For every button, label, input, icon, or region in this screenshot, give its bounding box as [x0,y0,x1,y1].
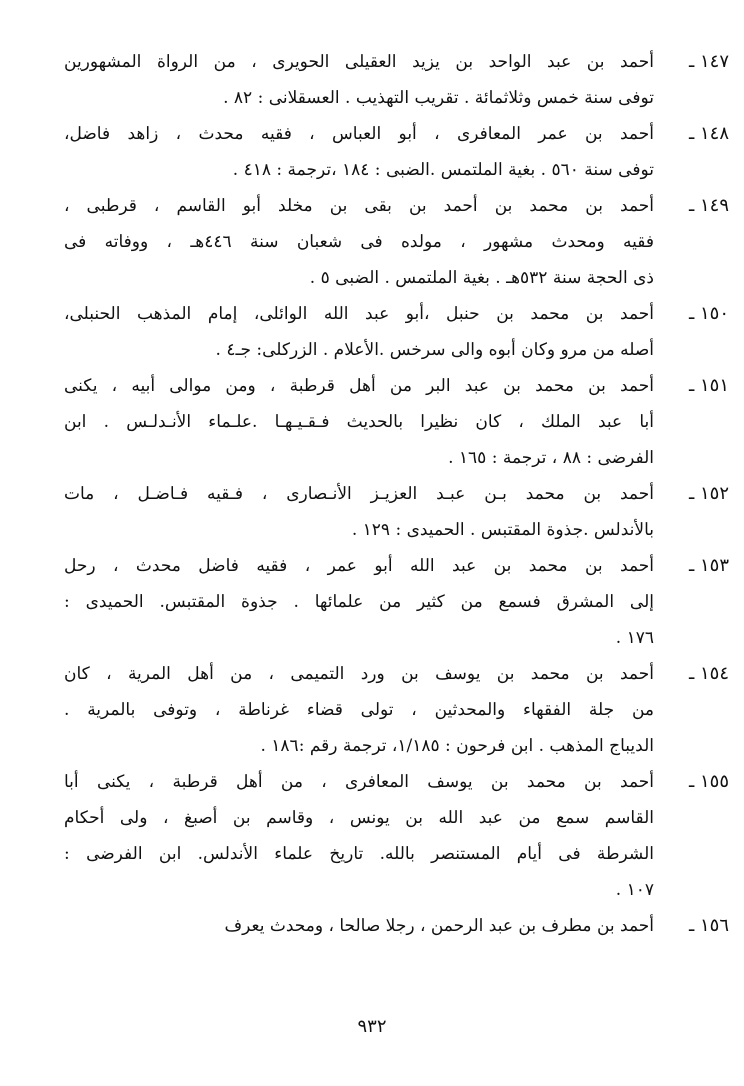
entry-line: أحمد بن محمد بـن عبـد العزيـز الأنـصارى ، فـقيه فـاضـل ، مات [64,484,654,504]
entry-number: ١٥٦ ـ [688,915,729,936]
entry-number: ١٥٠ ـ [688,303,729,324]
entry-line: ذى الحجة سنة ٥٣٢هـ . بغية الملتمس . الضبى ٥ . [309,268,654,288]
entry-line: ١٠٧ . [615,880,654,900]
entry-line: بالأندلس .جذوة المقتبس . الحميدى : ١٢٩ . [351,520,654,540]
entry-line: أحمد بن محمد بن يوسف المعافرى ، من أهل قرطبة ، يكنى أبا [64,772,654,792]
entry-line: الديباج المذهب . ابن فرحون : ١/١٨٥، ترجمة رقم :١٨٦ . [260,736,654,756]
entry-line: أحمد بن محمد بن عبد الله أبو عمر ، فقيه فاضل محدث ، رحل [64,556,654,576]
entry-line: توفى سنة ٥٦٠ . بغية الملتمس .الضبى : ١٨٤ ،ترجمة : ٤١٨ . [232,160,654,180]
entry-line: أحمد بن محمد بن يوسف بن ورد التميمى ، من أهل المرية ، كان [64,664,654,684]
entry-number: ١٥٣ ـ [688,555,729,576]
entry-line: توفى سنة خمس وثلاثمائة . تقريب التهذيب . العسقلانى : ٨٢ . [223,88,654,108]
entry-number: ١٥٥ ـ [688,771,729,792]
biography-entry [64,656,729,764]
biography-entry [64,296,729,368]
entry-line: أحمد بن محمد بن حنبل ،أبو عبد الله الوائلى، إمام المذهب الحنبلى، [64,304,654,324]
entry-number: ١٤٩ ـ [688,195,729,216]
biography-entry [64,764,729,908]
entry-line: الفرضى : ٨٨ ، ترجمة : ١٦٥ . [448,448,654,468]
biography-entry [64,188,729,296]
entry-line: الشرطة فى أيام المستنصر بالله. تاريخ علماء الأندلس. ابن الفرضى : [64,844,654,864]
entry-line: أبا عبد الملك ، كان نظيرا بالحديث فـقـيـهـا .علـماء الأنـدلـس . ابن [64,412,654,432]
entry-line: أحمد بن محمد بن عبد البر من أهل قرطبة ، ومن موالى أبيه ، يكنى [64,376,654,396]
entry-number: ١٤٨ ـ [688,123,729,144]
page-number: ٩٣٢ [357,1016,387,1037]
entry-line: أحمد بن محمد بن أحمد بن بقى بن مخلد أبو القاسم ، قرطبى ، [64,196,654,216]
entry-line: أحمد بن عبد الواحد بن يزيد العقيلى الحويرى ، من الرواة المشهورين [64,52,654,72]
biography-entry [64,548,729,656]
biography-entry [64,116,729,188]
entry-number: ١٥٤ ـ [688,663,729,684]
entry-line: ١٧٦ . [615,628,654,648]
entry-line: القاسم سمع من عبد الله بن يونس ، وقاسم بن أصبغ ، ولى أحكام [64,808,654,828]
entry-number: ١٤٧ ـ [688,51,729,72]
entry-line: أصله من مرو وكان أبوه والى سرخس .الأعلام . الزركلى: جـ٤ . [215,340,654,360]
entry-line: أحمد بن عمر المعافرى ، أبو العباس ، فقيه محدث ، زاهد فاضل، [64,124,654,144]
entry-number: ١٥١ ـ [688,375,729,396]
biography-entry [64,44,729,116]
entry-line: إلى المشرق فسمع من كثير من علمائها . جذوة المقتبس. الحميدى : [64,592,654,612]
biography-entry [64,368,729,476]
entry-line: من جلة الفقهاء والمحدثين ، تولى قضاء غرناطة ، وتوفى بالمرية . [64,700,654,720]
biography-entry [64,908,729,944]
biography-entry [64,476,729,548]
entry-number: ١٥٢ ـ [688,483,729,504]
entry-line: أحمد بن مطرف بن عبد الرحمن ، رجلا صالحا ، ومحدث يعرف [224,916,654,936]
entry-line: فقيه ومحدث مشهور ، مولده فى شعبان سنة ٤٤٦هـ ، ووفاته فى [64,232,654,252]
biography-entries [64,44,729,944]
